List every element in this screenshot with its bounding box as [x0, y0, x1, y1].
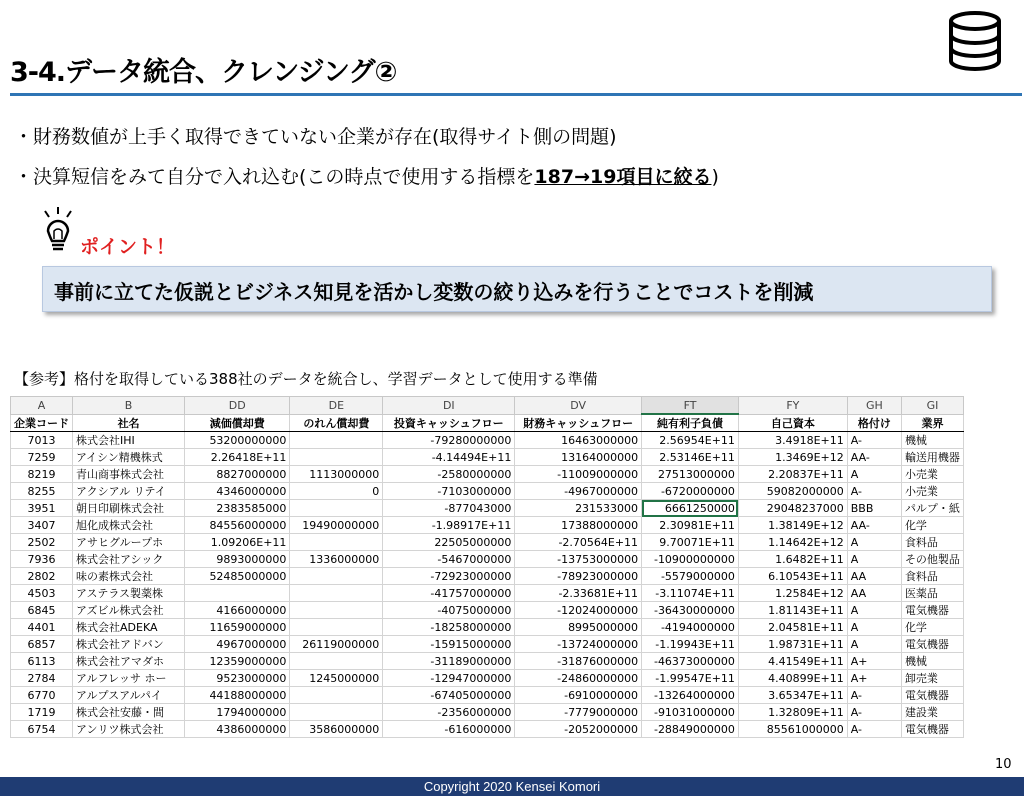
table-cell: 1245000000 [290, 670, 383, 687]
table-cell: 味の素株式会社 [73, 568, 185, 585]
table-cell: 8255 [11, 483, 73, 500]
table-cell: アクシアル リテイ [73, 483, 185, 500]
table-cell: A- [847, 432, 901, 449]
table-cell: 4.40899E+11 [738, 670, 847, 687]
table-cell: -12947000000 [383, 670, 515, 687]
table-cell: 機械 [901, 653, 963, 670]
table-cell: 9523000000 [185, 670, 290, 687]
bullet-manual-entry-text: ・決算短信をみて自分で入れ込む(この時点で使用する指標を [14, 166, 535, 188]
table-cell: -78923000000 [515, 568, 642, 585]
table-cell: 7013 [11, 432, 73, 449]
table-cell: 44188000000 [185, 687, 290, 704]
table-cell [290, 619, 383, 636]
table-cell: A- [847, 687, 901, 704]
table-cell: 2502 [11, 534, 73, 551]
table-cell: 3951 [11, 500, 73, 517]
table-cell: 12359000000 [185, 653, 290, 670]
table-cell: -7103000000 [383, 483, 515, 500]
table-cell: -91031000000 [642, 704, 739, 721]
column-header: 社名 [73, 414, 185, 432]
table-cell: AA- [847, 449, 901, 466]
table-cell: 4166000000 [185, 602, 290, 619]
table-cell: 6.10543E+11 [738, 568, 847, 585]
table-row [11, 602, 964, 619]
table-cell: A [847, 636, 901, 653]
table-cell: -2580000000 [383, 466, 515, 483]
table-cell: 青山商事株式会社 [73, 466, 185, 483]
column-header: 純有利子負債 [642, 414, 739, 432]
column-header: 自己資本 [738, 414, 847, 432]
key-point-text: 事前に立てた仮説とビジネス知見を活かし変数の絞り込みを行うことでコストを削減 [54, 280, 814, 304]
table-cell: 6857 [11, 636, 73, 653]
table-cell: 22505000000 [383, 534, 515, 551]
table-cell: -18258000000 [383, 619, 515, 636]
table-cell: 朝日印刷株式会社 [73, 500, 185, 517]
table-cell: 8995000000 [515, 619, 642, 636]
table-cell: -31189000000 [383, 653, 515, 670]
table-cell: 2802 [11, 568, 73, 585]
column-header: 財務キャッシュフロー [515, 414, 642, 432]
table-cell: AA [847, 568, 901, 585]
table-cell: 1.32809E+11 [738, 704, 847, 721]
table-cell: 27513000000 [642, 466, 739, 483]
column-header: 格付け [847, 414, 901, 432]
table-cell: 1794000000 [185, 704, 290, 721]
table-cell: 19490000000 [290, 517, 383, 534]
table-cell: 1113000000 [290, 466, 383, 483]
table-cell: 株式会社ADEKA [73, 619, 185, 636]
table-cell: 1.3469E+12 [738, 449, 847, 466]
table-cell: -6720000000 [642, 483, 739, 500]
table-cell: 4503 [11, 585, 73, 602]
table-cell: -2052000000 [515, 721, 642, 738]
column-letter: DI [383, 397, 515, 415]
table-cell: 16463000000 [515, 432, 642, 449]
column-header: のれん償却費 [290, 414, 383, 432]
table-cell: 53200000000 [185, 432, 290, 449]
page-number: 10 [995, 757, 1012, 772]
table-cell: A- [847, 721, 901, 738]
bullet-highlight: 187→19項目に絞る [534, 166, 712, 188]
table-cell: 3.65347E+11 [738, 687, 847, 704]
table-cell: -79280000000 [383, 432, 515, 449]
table-row [11, 619, 964, 636]
table-cell [290, 687, 383, 704]
table-cell: A+ [847, 670, 901, 687]
data-table [10, 396, 964, 738]
column-letter: FT [642, 397, 739, 415]
table-cell: アルプスアルパイ [73, 687, 185, 704]
table-row [11, 653, 964, 670]
copyright-text: Copyright 2020 Kensei Komori [423, 779, 601, 794]
table-cell: 6770 [11, 687, 73, 704]
table-cell: 1.98731E+11 [738, 636, 847, 653]
table-cell: A [847, 551, 901, 568]
table-cell: -31876000000 [515, 653, 642, 670]
column-header: 企業コード [11, 414, 73, 432]
table-cell: アサヒグループホ [73, 534, 185, 551]
footer-bar [0, 777, 1024, 796]
table-cell: 株式会社アシック [73, 551, 185, 568]
table-cell: -12024000000 [515, 602, 642, 619]
table-cell: A [847, 534, 901, 551]
table-cell: 17388000000 [515, 517, 642, 534]
table-cell: 6845 [11, 602, 73, 619]
table-cell: 4.41549E+11 [738, 653, 847, 670]
table-cell: 9.70071E+11 [642, 534, 739, 551]
table-cell: -7779000000 [515, 704, 642, 721]
table-cell: 2383585000 [185, 500, 290, 517]
table-cell: 231533000 [515, 500, 642, 517]
table-cell: A [847, 466, 901, 483]
table-cell: 2.20837E+11 [738, 466, 847, 483]
table-cell: -616000000 [383, 721, 515, 738]
table-cell: -4.14494E+11 [383, 449, 515, 466]
table-row [11, 500, 964, 517]
table-cell: -13753000000 [515, 551, 642, 568]
table-cell [185, 585, 290, 602]
table-cell: 小売業 [901, 483, 963, 500]
table-cell [290, 602, 383, 619]
table-cell [290, 585, 383, 602]
table-cell: -15915000000 [383, 636, 515, 653]
table-cell: 化学 [901, 517, 963, 534]
column-letter: DE [290, 397, 383, 415]
title-underline [10, 93, 1022, 96]
table-cell: A- [847, 483, 901, 500]
table-cell: 6661250000 [642, 500, 739, 517]
table-cell: 2.56954E+11 [642, 432, 739, 449]
table-row [11, 704, 964, 721]
table-cell: -4075000000 [383, 602, 515, 619]
table-row [11, 432, 964, 449]
table-cell [290, 653, 383, 670]
table-row [11, 551, 964, 568]
table-cell: アステラス製薬株 [73, 585, 185, 602]
table-cell: 電気機器 [901, 636, 963, 653]
table-cell [290, 534, 383, 551]
table-cell: -24860000000 [515, 670, 642, 687]
table-cell: その他製品 [901, 551, 963, 568]
table-cell: A [847, 602, 901, 619]
table-row [11, 568, 964, 585]
table-cell: 85561000000 [738, 721, 847, 738]
table-row [11, 449, 964, 466]
table-cell: 8219 [11, 466, 73, 483]
table-cell: 小売業 [901, 466, 963, 483]
table-cell: -2.33681E+11 [515, 585, 642, 602]
table-cell: 7936 [11, 551, 73, 568]
bullet-data-acquisition: ・財務数値が上手く取得できていない企業が存在(取得サイト側の問題) [14, 126, 617, 148]
table-cell: 輸送用機器 [901, 449, 963, 466]
table-cell: 13164000000 [515, 449, 642, 466]
table-cell: 0 [290, 483, 383, 500]
table-cell: -67405000000 [383, 687, 515, 704]
table-cell: 29048237000 [738, 500, 847, 517]
table-cell: 2.04581E+11 [738, 619, 847, 636]
table-cell: 1336000000 [290, 551, 383, 568]
table-cell: -2.70564E+11 [515, 534, 642, 551]
column-header: 投資キャッシュフロー [383, 414, 515, 432]
table-cell: 電気機器 [901, 721, 963, 738]
table-cell: -10900000000 [642, 551, 739, 568]
table-row [11, 687, 964, 704]
table-cell: 食料品 [901, 534, 963, 551]
column-letter-row [11, 397, 964, 415]
table-row [11, 483, 964, 500]
table-cell: 株式会社IHI [73, 432, 185, 449]
table-cell: 株式会社アドバン [73, 636, 185, 653]
table-cell: -5467000000 [383, 551, 515, 568]
table-cell: 3407 [11, 517, 73, 534]
slide-title: 3-4.データ統合、クレンジング② [10, 57, 397, 88]
table-row [11, 721, 964, 738]
table-cell: 電気機器 [901, 687, 963, 704]
table-cell: -72923000000 [383, 568, 515, 585]
table-cell [290, 449, 383, 466]
table-cell: 84556000000 [185, 517, 290, 534]
table-cell: 59082000000 [738, 483, 847, 500]
table-cell: アイシン精機株式 [73, 449, 185, 466]
table-cell: 株式会社アマダホ [73, 653, 185, 670]
table-cell: -1.19943E+11 [642, 636, 739, 653]
bullet-manual-entry [14, 162, 719, 189]
table-cell: 3.4918E+11 [738, 432, 847, 449]
table-cell: AA [847, 585, 901, 602]
bullet-close-paren: ) [711, 166, 719, 188]
table-cell: パルプ・紙 [901, 500, 963, 517]
table-cell: 1.09206E+11 [185, 534, 290, 551]
table-row [11, 517, 964, 534]
table-cell: 9893000000 [185, 551, 290, 568]
table-row [11, 636, 964, 653]
table-cell: 2.30981E+11 [642, 517, 739, 534]
key-point-box [42, 266, 992, 312]
table-cell: 旭化成株式会社 [73, 517, 185, 534]
table-row [11, 466, 964, 483]
column-letter: A [11, 397, 73, 415]
table-cell: 1.38149E+12 [738, 517, 847, 534]
table-cell: 機械 [901, 432, 963, 449]
header-row [11, 414, 964, 432]
table-cell: 26119000000 [290, 636, 383, 653]
table-cell: -13724000000 [515, 636, 642, 653]
table-row [11, 670, 964, 687]
table-cell: 52485000000 [185, 568, 290, 585]
table-cell: 電気機器 [901, 602, 963, 619]
table-cell: 医薬品 [901, 585, 963, 602]
column-header: 業界 [901, 414, 963, 432]
table-cell: A [847, 619, 901, 636]
table-row [11, 534, 964, 551]
column-letter: GH [847, 397, 901, 415]
table-cell: 1719 [11, 704, 73, 721]
table-row [11, 585, 964, 602]
spreadsheet-screenshot [10, 396, 964, 736]
table-cell: BBB [847, 500, 901, 517]
table-cell: -5579000000 [642, 568, 739, 585]
table-cell: -46373000000 [642, 653, 739, 670]
table-cell: -6910000000 [515, 687, 642, 704]
point-label: ポイント！ [80, 236, 176, 258]
table-cell: 6113 [11, 653, 73, 670]
column-letter: GI [901, 397, 963, 415]
table-cell: -36430000000 [642, 602, 739, 619]
table-cell: A- [847, 704, 901, 721]
table-cell: 8827000000 [185, 466, 290, 483]
table-cell: 4967000000 [185, 636, 290, 653]
table-cell: -41757000000 [383, 585, 515, 602]
column-header: 減価償却費 [185, 414, 290, 432]
table-cell [290, 704, 383, 721]
table-cell: -3.11074E+11 [642, 585, 739, 602]
table-cell: 建設業 [901, 704, 963, 721]
table-cell: -4967000000 [515, 483, 642, 500]
table-cell [290, 500, 383, 517]
table-cell: 1.2584E+12 [738, 585, 847, 602]
table-cell: 3586000000 [290, 721, 383, 738]
table-cell: 4401 [11, 619, 73, 636]
reference-note: 【参考】格付を取得している388社のデータを統合し、学習データとして使用する準備 [14, 370, 598, 388]
table-cell: 株式会社安藤・間 [73, 704, 185, 721]
table-cell: 11659000000 [185, 619, 290, 636]
table-cell: 1.81143E+11 [738, 602, 847, 619]
table-cell: AA- [847, 517, 901, 534]
table-cell: 4386000000 [185, 721, 290, 738]
table-cell: -11009000000 [515, 466, 642, 483]
table-cell: -877043000 [383, 500, 515, 517]
table-cell: -1.98917E+11 [383, 517, 515, 534]
table-cell: A+ [847, 653, 901, 670]
table-cell: -1.99547E+11 [642, 670, 739, 687]
table-cell: アンリツ株式会社 [73, 721, 185, 738]
table-cell: 卸売業 [901, 670, 963, 687]
table-cell: 1.6482E+11 [738, 551, 847, 568]
table-cell: -2356000000 [383, 704, 515, 721]
table-cell: 2.53146E+11 [642, 449, 739, 466]
table-cell: アルフレッサ ホー [73, 670, 185, 687]
table-cell: -13264000000 [642, 687, 739, 704]
column-letter: DV [515, 397, 642, 415]
table-cell: 化学 [901, 619, 963, 636]
lightbulb-icon [40, 205, 76, 257]
column-letter: B [73, 397, 185, 415]
table-cell: -28849000000 [642, 721, 739, 738]
table-cell [290, 568, 383, 585]
table-cell: 2784 [11, 670, 73, 687]
table-cell: アズビル株式会社 [73, 602, 185, 619]
table-cell: 4346000000 [185, 483, 290, 500]
table-cell: -4194000000 [642, 619, 739, 636]
table-cell [290, 432, 383, 449]
database-icon [940, 8, 1010, 74]
table-cell: 7259 [11, 449, 73, 466]
column-letter: DD [185, 397, 290, 415]
table-cell: 6754 [11, 721, 73, 738]
column-letter: FY [738, 397, 847, 415]
table-cell: 1.14642E+12 [738, 534, 847, 551]
table-cell: 食料品 [901, 568, 963, 585]
table-cell: 2.26418E+11 [185, 449, 290, 466]
